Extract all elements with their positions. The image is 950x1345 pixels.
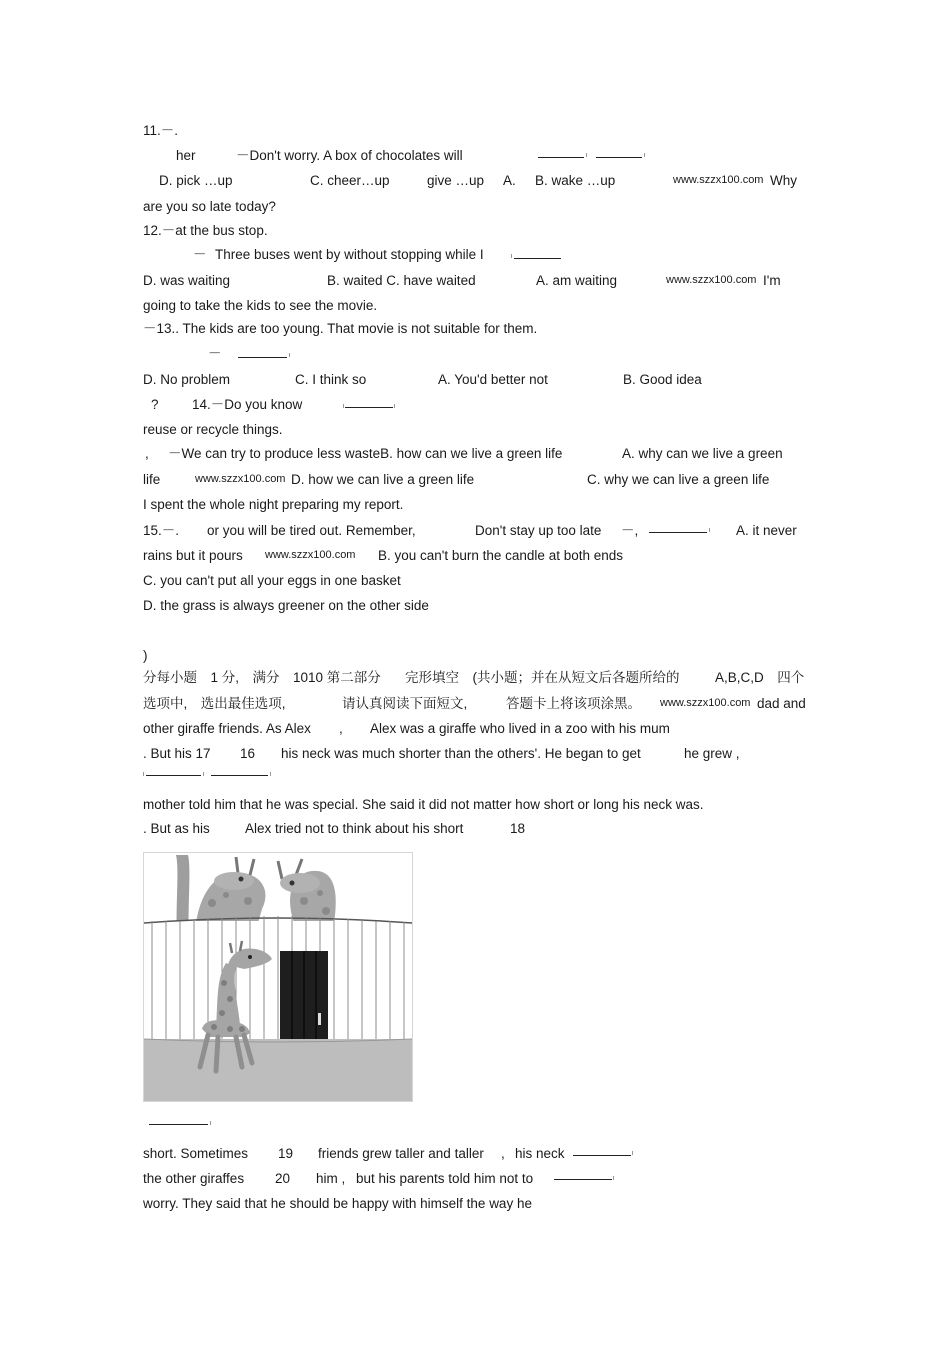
q15-option-b: B. you can't burn the candle at both ends — [378, 548, 623, 563]
q14-option-a: A. why can we live a green — [622, 446, 783, 461]
watermark-url: www.szzx100.com — [660, 697, 751, 709]
q12-option-bc: B. waited C. have waited — [327, 273, 476, 288]
q11-text: her — [176, 148, 196, 163]
passage-text: worry. They said that he should be happy with himself the way he — [143, 1196, 532, 1211]
q15-option-d: D. the grass is always greener on the other side — [143, 598, 429, 613]
q15-option-a-cont: rains but it pours — [143, 548, 243, 563]
answer-blank[interactable] — [345, 407, 393, 408]
q11-option-c: C. cheer…up — [310, 173, 390, 188]
q14-comma: , — [145, 446, 149, 461]
section-instructions: 分每小题 1 分, 满分 1010 第二部分 — [143, 670, 381, 685]
q14-option-d: D. how we can live a green life — [291, 472, 475, 487]
q14-mark: ? — [151, 397, 159, 412]
paren: ) — [143, 648, 148, 663]
blank-tick — [203, 772, 204, 776]
q13-text: I'm — [763, 273, 781, 288]
q14-option-a-cont: life — [143, 472, 161, 487]
q15-text: I spent the whole night preparing my report. — [143, 497, 404, 512]
q13-option-d: D. No problem — [143, 372, 231, 387]
answer-blank[interactable] — [538, 157, 584, 158]
answer-blank[interactable] — [554, 1179, 612, 1180]
blank-tick — [709, 528, 710, 532]
q14-option-c: C. why we can live a green life — [587, 472, 770, 487]
q14-text: reuse or recycle things. — [143, 422, 283, 437]
q11-option-a-label: A. — [503, 173, 516, 188]
q13-option-b: B. Good idea — [623, 372, 702, 387]
section-instructions: 请认真阅读下面短文, — [342, 696, 468, 711]
answer-blank[interactable] — [211, 775, 268, 776]
blank-number: 18 — [510, 821, 526, 836]
giraffe-illustration — [143, 852, 413, 1102]
q12-text: are you so late today? — [143, 199, 276, 214]
q15-option-c: C. you can't put all your eggs in one basket — [143, 573, 401, 588]
section-instructions: 答题卡上将该项涂黑。 — [506, 696, 641, 711]
q12-dash: － — [193, 247, 207, 262]
answer-blank[interactable] — [649, 532, 707, 533]
q15-number: 15.－. — [143, 523, 180, 538]
passage-text: dad and — [757, 696, 806, 711]
q13-number: －13.. The kids are too young. That movie is not suitable for them. — [143, 321, 538, 336]
answer-blank[interactable] — [149, 1124, 208, 1125]
q12-option-a: A. am waiting — [536, 273, 618, 288]
blank-number: 16 — [240, 746, 256, 761]
answer-blank[interactable] — [596, 157, 642, 158]
passage-text: him , — [316, 1171, 346, 1186]
blank-tick — [270, 772, 271, 776]
passage-text: but his parents told him not to — [356, 1171, 534, 1186]
blank-number: 20 — [275, 1171, 291, 1186]
blank-tick — [210, 1121, 211, 1125]
q15-text: Don't stay up too late — [475, 523, 602, 538]
watermark-url: www.szzx100.com — [666, 274, 757, 286]
q11-number: 11.－. — [143, 123, 179, 138]
q12-option-d: D. was waiting — [143, 273, 231, 288]
passage-text: he grew , — [684, 746, 740, 761]
watermark-url: www.szzx100.com — [673, 174, 764, 186]
blank-tick — [613, 1176, 614, 1180]
passage-text: mother told him that he was special. She said it did not matter how short or long his neck was. — [143, 797, 704, 812]
blank-tick — [511, 254, 512, 258]
q13-text: going to take the kids to see the movie. — [143, 298, 378, 313]
blank-tick — [394, 404, 395, 408]
passage-text: the other giraffes — [143, 1171, 245, 1186]
q12-text: Three buses went by without stopping while I — [215, 247, 484, 262]
watermark-url: www.szzx100.com — [265, 549, 356, 561]
q15-option-a: A. it never — [736, 523, 797, 538]
q11-option-a: give …up — [427, 173, 485, 188]
q13-dash: － — [208, 346, 222, 361]
section-instructions: 选项中, 选出最佳选项, — [143, 696, 286, 711]
passage-text: . But as his — [143, 821, 210, 836]
watermark-url: www.szzx100.com — [195, 473, 286, 485]
q13-option-a: A. You'd better not — [438, 372, 548, 387]
q12-number: 12.－at the bus stop. — [143, 223, 268, 238]
q14-text: －We can try to produce less wasteB. how can we live a green life — [168, 446, 563, 461]
q15-dash: －, — [621, 523, 639, 538]
blank-tick — [289, 353, 290, 357]
q14-number: 14.－Do you know — [192, 397, 303, 412]
q11-option-d: D. pick …up — [159, 173, 233, 188]
blank-tick — [644, 153, 645, 157]
answer-blank[interactable] — [238, 357, 287, 358]
blank-tick — [143, 772, 144, 776]
passage-text: friends grew taller and taller — [318, 1146, 484, 1161]
passage-text: , — [339, 721, 343, 736]
q13-option-c: C. I think so — [295, 372, 367, 387]
giraffe-zoo-icon — [144, 853, 412, 1101]
blank-tick — [586, 153, 587, 157]
passage-text: . But his 17 — [143, 746, 211, 761]
q15-text: or you will be tired out. Remember, — [207, 523, 416, 538]
answer-blank[interactable] — [514, 258, 561, 259]
answer-blank[interactable] — [146, 775, 201, 776]
passage-text: his neck — [515, 1146, 565, 1161]
q12-text: Why — [770, 173, 797, 188]
q11-option-b: B. wake …up — [535, 173, 616, 188]
blank-number: 19 — [278, 1146, 294, 1161]
blank-tick — [343, 404, 344, 408]
answer-blank[interactable] — [573, 1155, 631, 1156]
passage-text: his neck was much shorter than the others'. He began to get — [281, 746, 641, 761]
passage-text: short. Sometimes — [143, 1146, 249, 1161]
passage-text: Alex was a giraffe who lived in a zoo with his mum — [370, 721, 670, 736]
section-instructions: A,B,C,D 四个 — [715, 670, 805, 685]
blank-tick — [632, 1151, 633, 1155]
passage-text: Alex tried not to think about his short — [245, 821, 464, 836]
section-instructions: 完形填空 (共小题；并在从短文后各题所给的 — [405, 670, 680, 685]
passage-text: other giraffe friends. As Alex — [143, 721, 311, 736]
q11-text: －Don't worry. A box of chocolates will — [236, 148, 463, 163]
passage-text: , — [501, 1146, 505, 1161]
